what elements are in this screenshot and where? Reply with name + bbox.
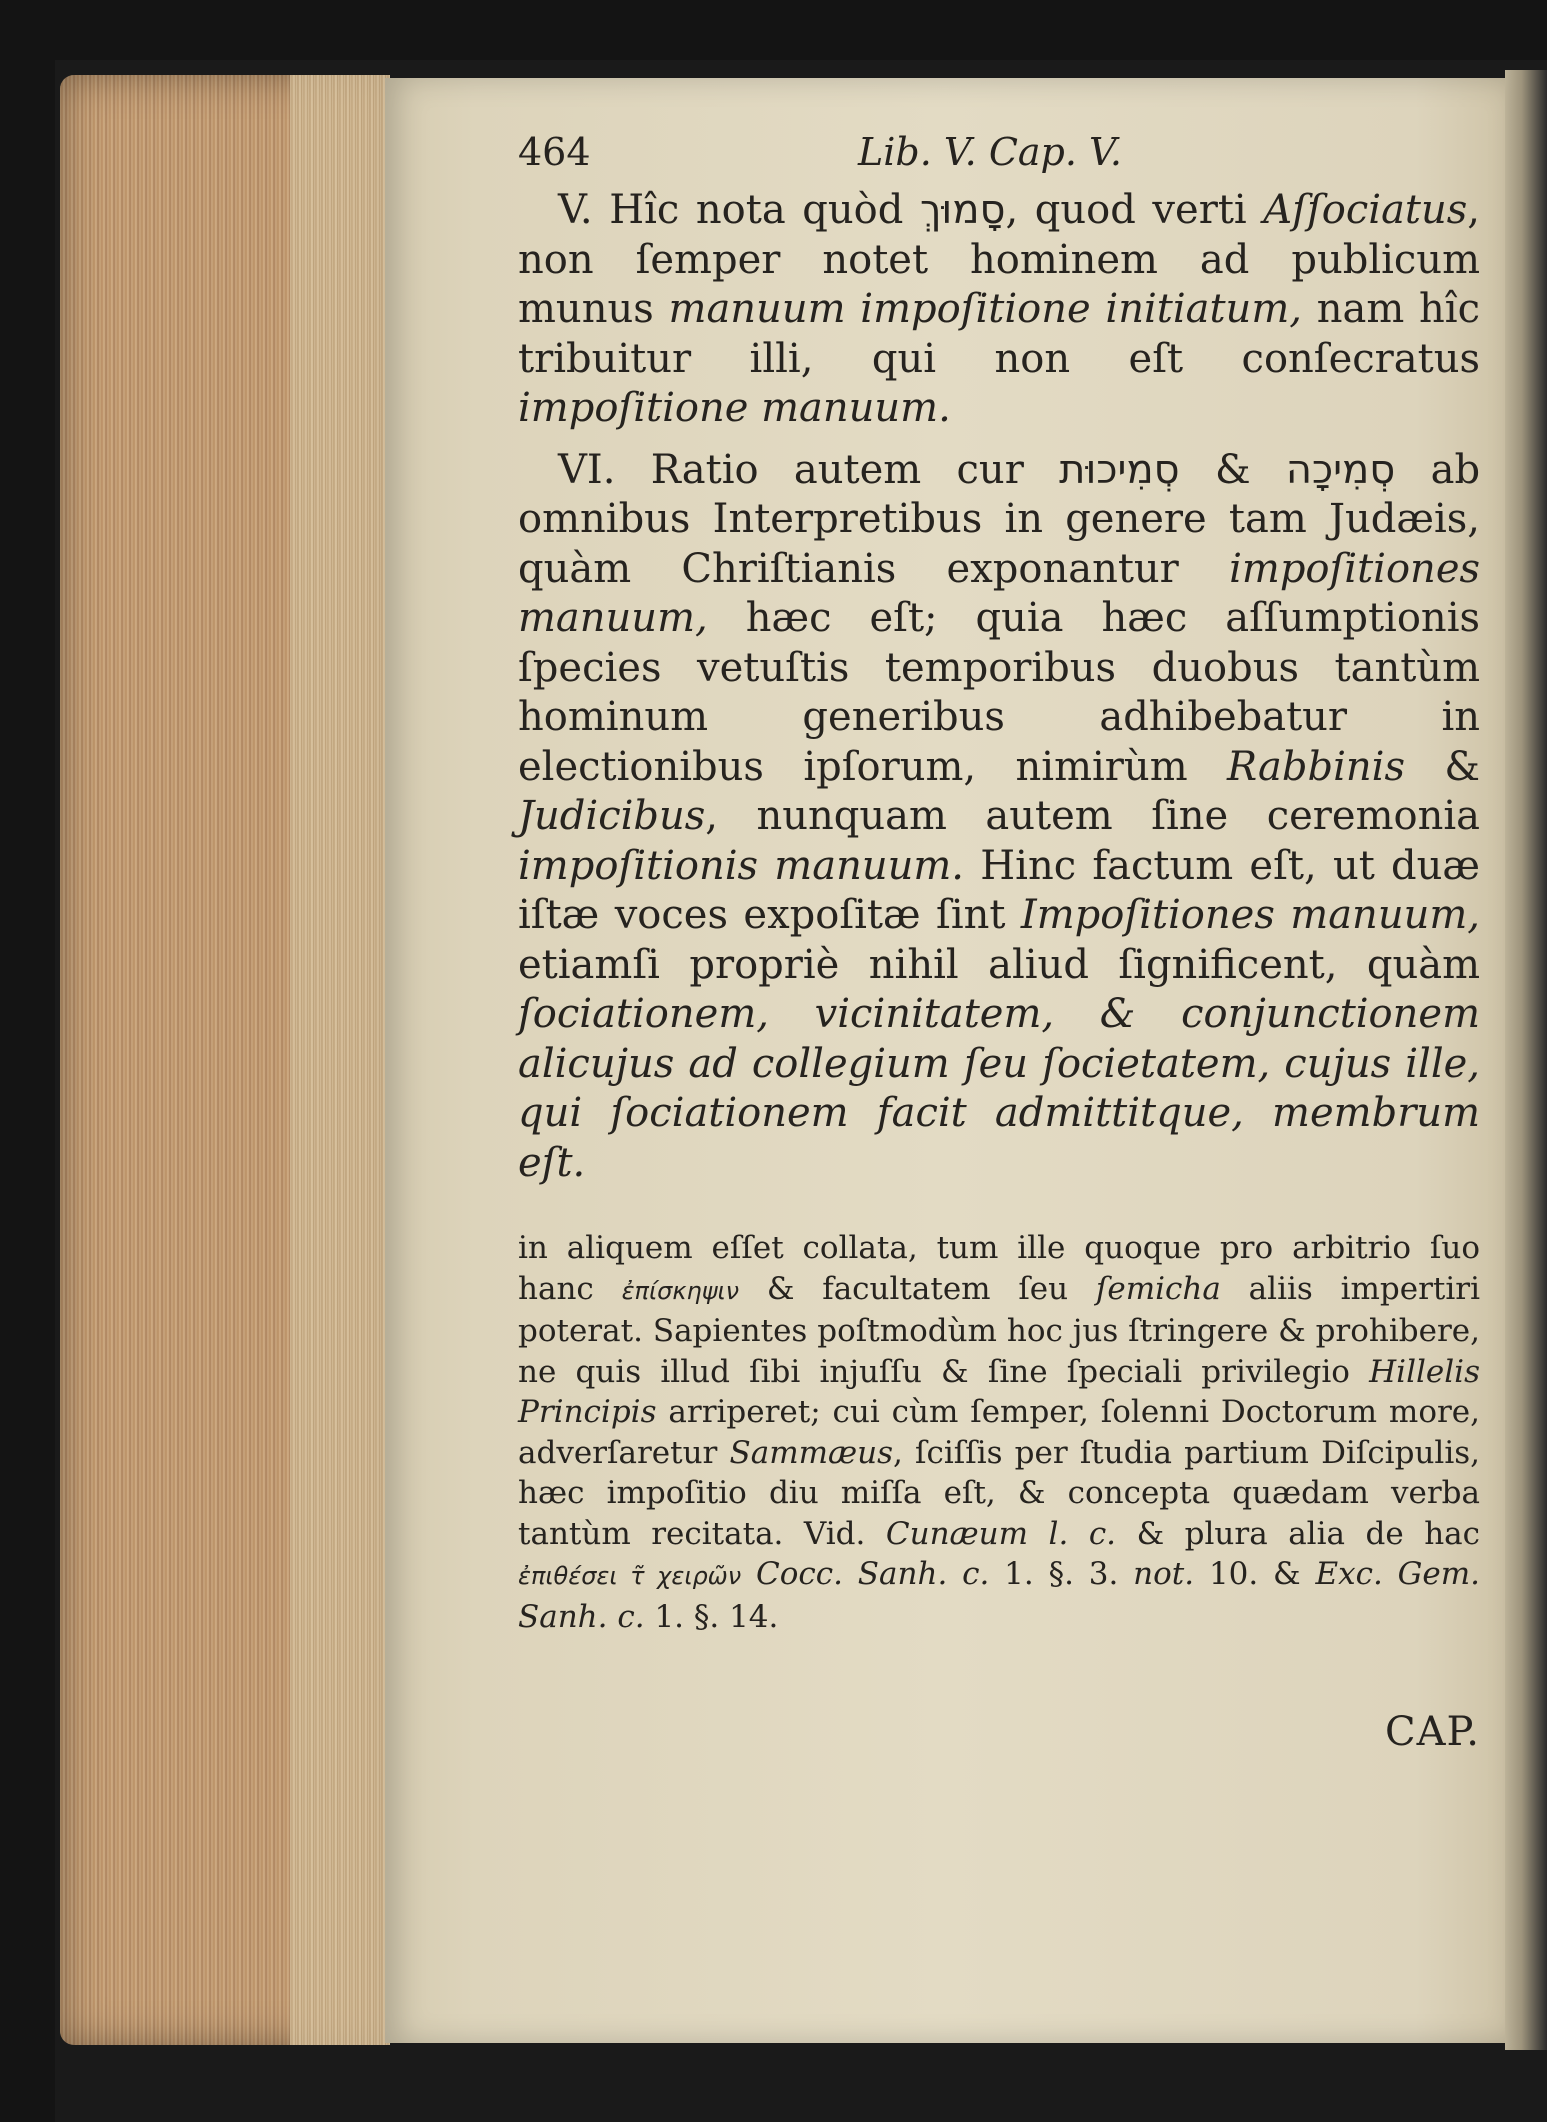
running-title: Lib. V. Cap. V. bbox=[858, 130, 1122, 174]
italic-run: impoſitionis manuum. bbox=[518, 842, 964, 889]
italic-run: manuum impoſitione initiatum, bbox=[668, 286, 1302, 332]
italic-run: Impoſitiones manuum, bbox=[1020, 892, 1480, 938]
text-run: Ratio autem cur bbox=[650, 446, 1024, 493]
text-run: hæc eſt; quia hæc aſſumptionis ſpecies vetuſtis temporibus duobus tantùm hominum generibus adhibebatur in electionibus ipſorum, nimirùm bbox=[518, 595, 1481, 790]
text-run: & bbox=[1214, 446, 1251, 493]
text-run: 10. & bbox=[1208, 1556, 1301, 1592]
italic-run: Sammæus bbox=[729, 1434, 894, 1471]
text-run: nam hîc tribuitur illi, qui non eſt conſecratus bbox=[518, 286, 1480, 382]
text-run: & plura alia de hac bbox=[1136, 1515, 1481, 1552]
italic-run: Judicibus bbox=[518, 793, 706, 839]
hebrew-word: סְמִיכוּת bbox=[1059, 446, 1180, 493]
page-header bbox=[518, 130, 1480, 186]
page-text-block bbox=[518, 130, 1480, 1755]
page-edges-shade bbox=[290, 75, 390, 2045]
text-run: 1. §. 3. bbox=[1004, 1556, 1119, 1592]
section-v-numeral: V. bbox=[558, 187, 593, 233]
footnote-paragraph bbox=[518, 1228, 1480, 1637]
section-vi-numeral: VI. bbox=[558, 446, 616, 493]
section-v-paragraph bbox=[518, 186, 1480, 434]
text-run: in aliquem eſſet collata, tum ille quoque pro arbitrio ſuo hanc bbox=[518, 1230, 1480, 1307]
text-run: , nunquam autem ſine ceremonia bbox=[705, 793, 1480, 839]
greek-word: ἐπιθέσει τ̃ χειρω̃ν bbox=[518, 1562, 742, 1590]
text-run: ab omnibus Interpretibus in genere tam Judæis, quàm Chriſtianis exponantur bbox=[518, 446, 1481, 592]
italic-run: Cocc. Sanh. c. bbox=[756, 1556, 990, 1592]
page-number: 464 bbox=[518, 130, 591, 174]
italic-run: Rabbinis bbox=[1227, 743, 1405, 790]
italic-run: Cunæum l. c. bbox=[885, 1515, 1117, 1552]
text-run: , ſciſſis per ſtudia partium Diſcipulis, hæc impoſitio diu miſſa eſt, & concepta quædam verba tantùm recitata. Vid. bbox=[518, 1434, 1481, 1552]
note-separator bbox=[518, 1188, 1480, 1228]
page-edges-stack bbox=[60, 75, 390, 2045]
catchword: CAP. bbox=[1384, 1709, 1480, 1755]
section-vi-paragraph bbox=[518, 446, 1480, 1189]
italic-run: ſemicha bbox=[1095, 1270, 1221, 1307]
text-run: Hinc factum eſt, ut duæ iſtæ voces expoſitæ ſint bbox=[518, 842, 1480, 938]
italic-run: Exc. Gem. Sanh. c. bbox=[518, 1556, 1480, 1635]
text-run: arriperet; cui cùm ſemper, ſolenni Doctorum more, adverſaretur bbox=[518, 1394, 1480, 1471]
text-run: , non ſemper notet hominem ad publicum munus bbox=[518, 187, 1480, 332]
text-run: aliis impertiri poterat. Sapientes poſtmodùm hoc jus ſtringere & prohibere, ne quis illud ſibi injuſſu & ſine ſpeciali privilegio bbox=[518, 1270, 1481, 1390]
text-run: , quod verti bbox=[1005, 187, 1247, 233]
text-run: 1. §. 14. bbox=[654, 1598, 779, 1635]
text-run: Hîc nota quòd bbox=[609, 187, 904, 233]
text-run: etiamſi propriè nihil aliud ſignificent, quàm bbox=[518, 941, 1480, 988]
book-page bbox=[385, 78, 1505, 2043]
greek-word: ἐπίσκηψιν bbox=[621, 1276, 740, 1305]
right-page-edge bbox=[1505, 70, 1547, 2050]
italic-run: not. bbox=[1133, 1556, 1195, 1592]
italic-run: Hillelis Principis bbox=[518, 1353, 1481, 1430]
italic-run: impoſitione manuum. bbox=[518, 385, 951, 431]
hebrew-word: סָמוּךְ bbox=[919, 187, 1006, 233]
text-run: & facultatem ſeu bbox=[766, 1270, 1069, 1307]
italic-run: Aſſociatus bbox=[1263, 187, 1468, 233]
hebrew-word: סְמִיכָה bbox=[1285, 446, 1396, 493]
italic-run: ſociationem, vicinitatem, & conjunctionem alicujus ad collegium ſeu ſocietatem, cujus ille, qui ſociationem facit admittitque, membrum eſt. bbox=[518, 991, 1480, 1186]
text-run: & bbox=[1444, 743, 1480, 790]
italic-run: impoſitiones manuum, bbox=[518, 545, 1481, 641]
